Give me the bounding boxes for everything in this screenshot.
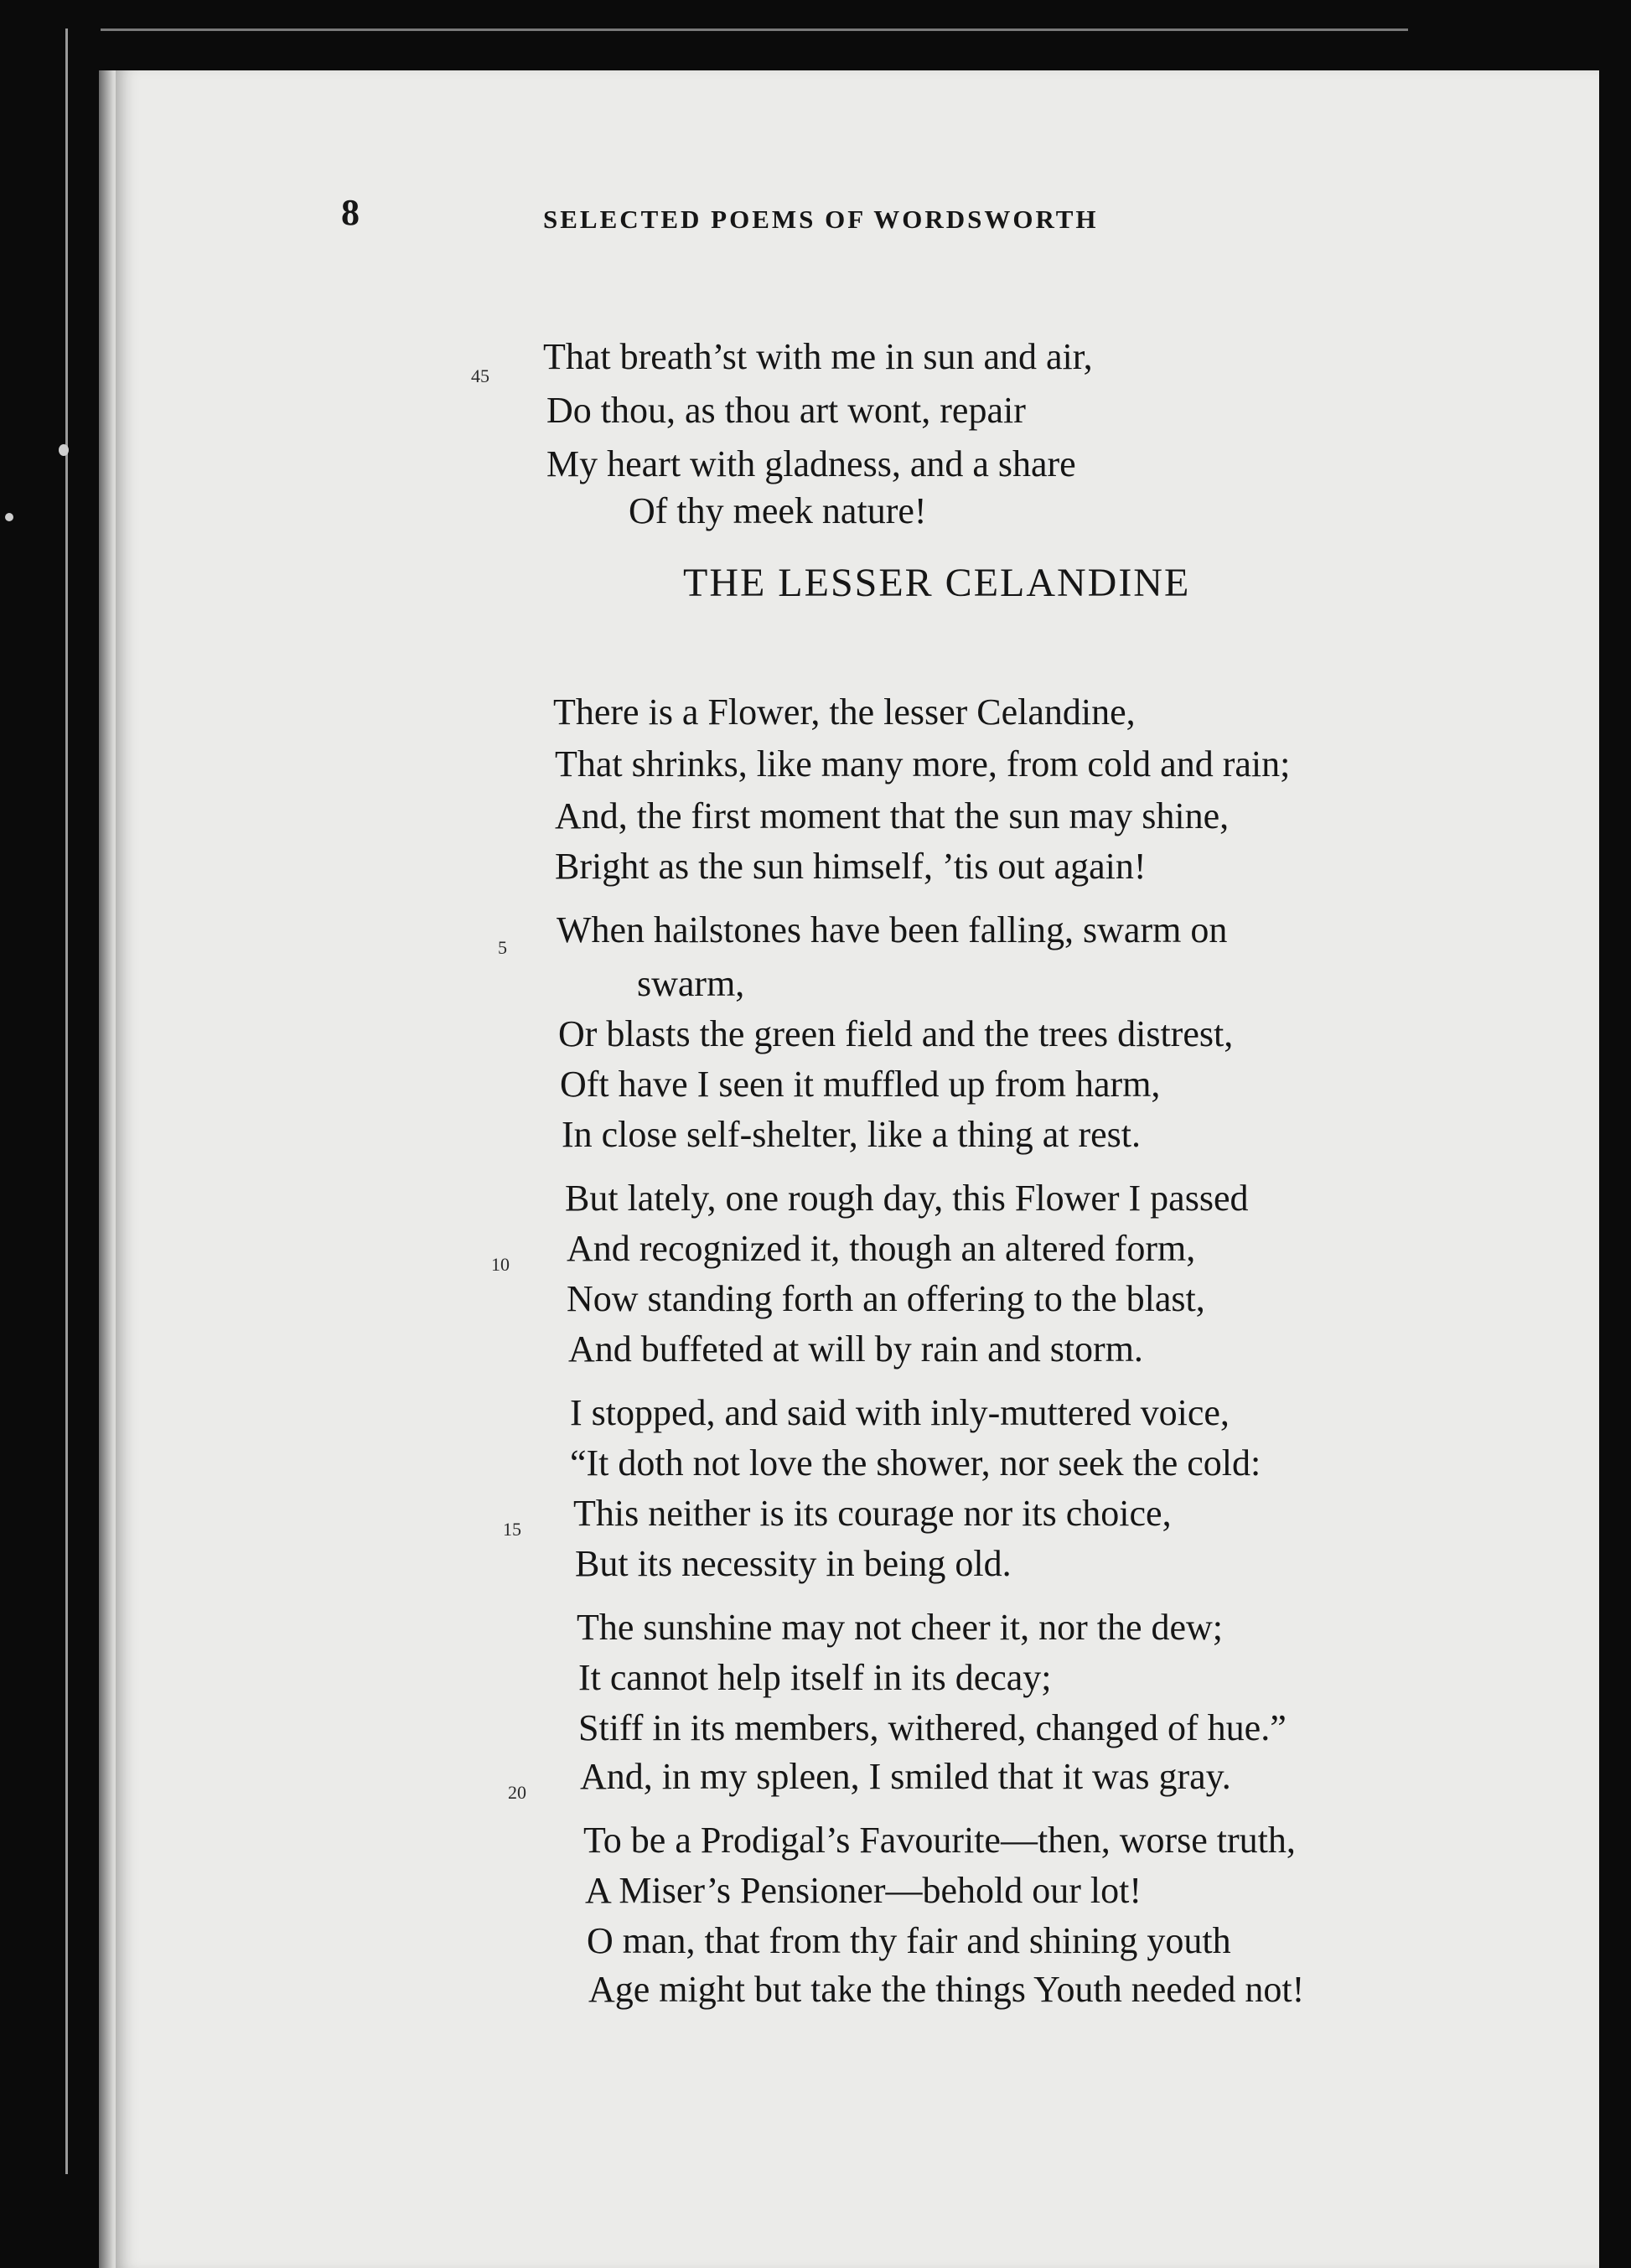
verse-line: When hailstones have been falling, swarm on xyxy=(557,909,1228,950)
verse-line: A Miser’s Pensioner—behold our lot! xyxy=(585,1870,1142,1911)
verse-line: I stopped, and said with inly-muttered voice, xyxy=(570,1392,1230,1433)
verse-line: That shrinks, like many more, from cold and rain; xyxy=(555,743,1291,784)
verse-line: There is a Flower, the lesser Celandine, xyxy=(553,691,1136,733)
verse-line: But its necessity in being old. xyxy=(575,1543,1012,1584)
page-left-rule xyxy=(65,28,68,2174)
line-number: 15 xyxy=(503,1519,521,1540)
line-number: 10 xyxy=(491,1254,510,1275)
verse-line: “It doth not love the shower, nor seek the cold: xyxy=(570,1442,1261,1484)
verse-line: swarm, xyxy=(637,963,745,1004)
verse-line: Oft have I seen it muffled up from harm, xyxy=(560,1064,1161,1105)
verse-line: Do thou, as thou art wont, repair xyxy=(546,390,1026,431)
verse-line: Or blasts the green field and the trees distrest, xyxy=(558,1013,1234,1054)
verse-line: The sunshine may not cheer it, nor the dew; xyxy=(577,1607,1224,1648)
page-top-rule xyxy=(101,28,1408,31)
verse-line: That breath’st with me in sun and air, xyxy=(543,336,1093,377)
verse-line: Now standing forth an offering to the blast, xyxy=(567,1278,1205,1319)
verse-line: O man, that from thy fair and shining youth xyxy=(587,1920,1231,1961)
line-number: 20 xyxy=(508,1782,526,1803)
verse-line: This neither is its courage nor its choice, xyxy=(573,1493,1172,1534)
poem-title: THE LESSER CELANDINE xyxy=(683,561,1191,605)
line-number: 45 xyxy=(471,365,489,386)
verse-line: But lately, one rough day, this Flower I passed xyxy=(565,1178,1249,1219)
verse-line: And recognized it, though an altered form, xyxy=(567,1228,1196,1269)
verse-line: Of thy meek nature! xyxy=(629,490,927,531)
verse-line: And, in my spleen, I smiled that it was gray. xyxy=(580,1756,1231,1797)
verse-line: In close self-shelter, like a thing at rest. xyxy=(562,1114,1142,1155)
verse-line: It cannot help itself in its decay; xyxy=(578,1657,1052,1698)
verse-line: And, the first moment that the sun may shine, xyxy=(555,795,1230,836)
line-number: 5 xyxy=(498,937,507,958)
verse-line: Bright as the sun himself, ’tis out again! xyxy=(555,846,1147,887)
verse-line: Stiff in its members, withered, changed of hue.” xyxy=(578,1707,1287,1748)
verse-line: To be a Prodigal’s Favourite—then, worse truth, xyxy=(583,1820,1296,1861)
scan-speck xyxy=(59,444,69,456)
scan-speck xyxy=(5,513,13,521)
page-number: 8 xyxy=(341,192,360,233)
running-title: SELECTED POEMS OF WORDSWORTH xyxy=(543,205,1099,234)
verse-line: And buffeted at will by rain and storm. xyxy=(568,1328,1143,1370)
verse-line: My heart with gladness, and a share xyxy=(546,443,1076,484)
verse-line: Age might but take the things Youth needed not! xyxy=(588,1969,1305,2010)
